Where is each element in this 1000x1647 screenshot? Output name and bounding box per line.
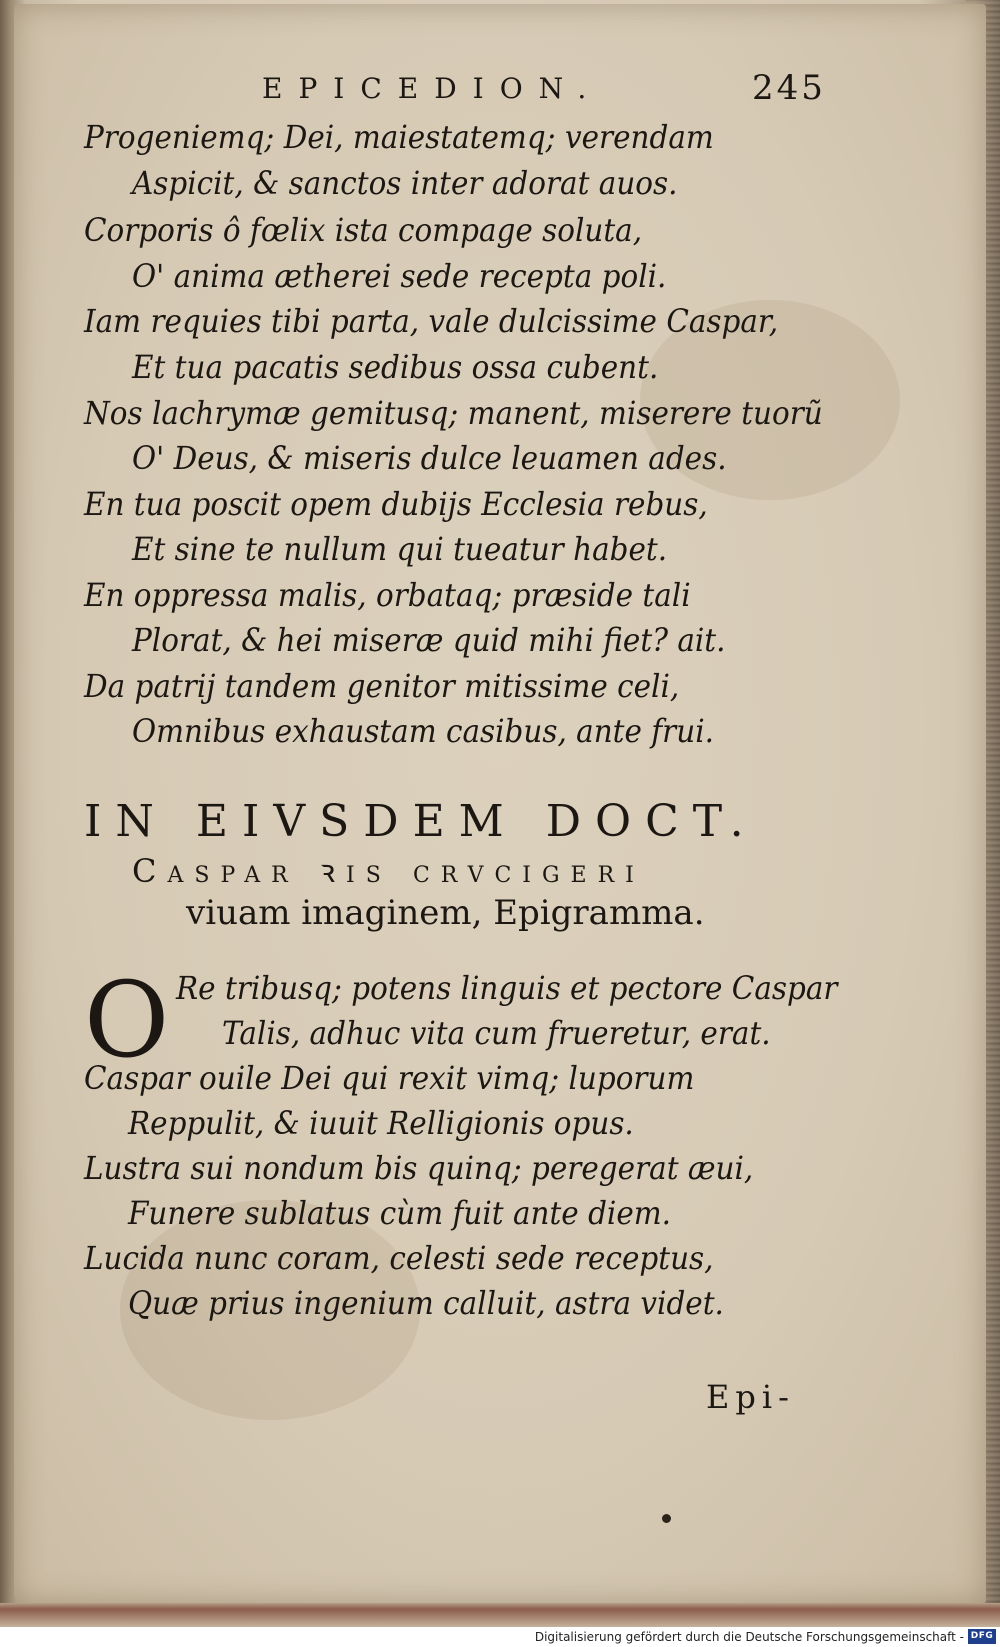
- verse-line: Reppulit, & iuuit Relligionis opus.: [128, 1104, 634, 1142]
- verse-line: Iam requies tibi parta, vale dulcissime Caspar,: [84, 302, 779, 340]
- page-bottom-edge: [0, 1603, 1000, 1627]
- verse-line: O' Deus, & miseris dulce leuamen ades.: [132, 439, 727, 477]
- section-subheading: Caspar ꝛis crvcigeri: [132, 852, 645, 890]
- verse-line: Plorat, & hei miseræ quid mihi fiet? ait.: [132, 621, 726, 659]
- catchword: Epi-: [706, 1378, 795, 1416]
- verse-line: Quæ prius ingenium calluit, astra videt.: [128, 1284, 724, 1322]
- verse-line: Corporis ô fœlix ista compage soluta,: [84, 211, 643, 249]
- section-subtitle: viuam imaginem, Epigramma.: [186, 893, 705, 933]
- verse-line: Lustra sui nondum bis quinq; peregerat æui,: [84, 1149, 754, 1187]
- verse-line: En oppressa malis, orbataq; præside tali: [84, 576, 691, 614]
- verse-line: Da patrij tandem genitor mitissime celi,: [84, 667, 680, 705]
- verse-line: Aspicit, & sanctos inter adorat auos.: [132, 164, 678, 202]
- verse-line: Progeniemq; Dei, maiestatemq; verendam: [84, 118, 714, 156]
- verse-line: Re tribusq; potens linguis et pectore Caspar: [176, 969, 838, 1007]
- verse-line: Talis, adhuc vita cum frueretur, erat.: [222, 1014, 771, 1052]
- page-number: 245: [752, 68, 826, 108]
- verse-line: Omnibus exhaustam casibus, ante frui.: [132, 712, 714, 750]
- verse-line: Nos lachrymæ gemitusq; manent, miserere tuorũ: [84, 394, 823, 432]
- verse-line: Et tua pacatis sedibus ossa cubent.: [132, 348, 659, 386]
- verse-line: En tua poscit opem dubijs Ecclesia rebus,: [84, 485, 708, 523]
- verse-line: O' anima ætherei sede recepta poli.: [132, 257, 667, 295]
- running-title: EPICEDION.: [262, 72, 603, 105]
- ink-dot: [662, 1514, 671, 1523]
- verse-line: Lucida nunc coram, celesti sede receptus,: [84, 1239, 714, 1277]
- funding-credit: Digitalisierung gefördert durch die Deutsche Forschungsgemeinschaft -: [534, 1630, 964, 1644]
- verse-line: Et sine te nullum qui tueatur habet.: [132, 530, 668, 568]
- dfg-logo: DFG: [968, 1629, 996, 1644]
- drop-capital: O: [84, 959, 170, 1081]
- verse-line: Funere sublatus cùm fuit ante diem.: [128, 1194, 672, 1232]
- section-heading: IN EIVSDEM DOCT.: [84, 796, 758, 847]
- verse-line: Caspar ouile Dei qui rexit vimq; luporum: [84, 1059, 695, 1097]
